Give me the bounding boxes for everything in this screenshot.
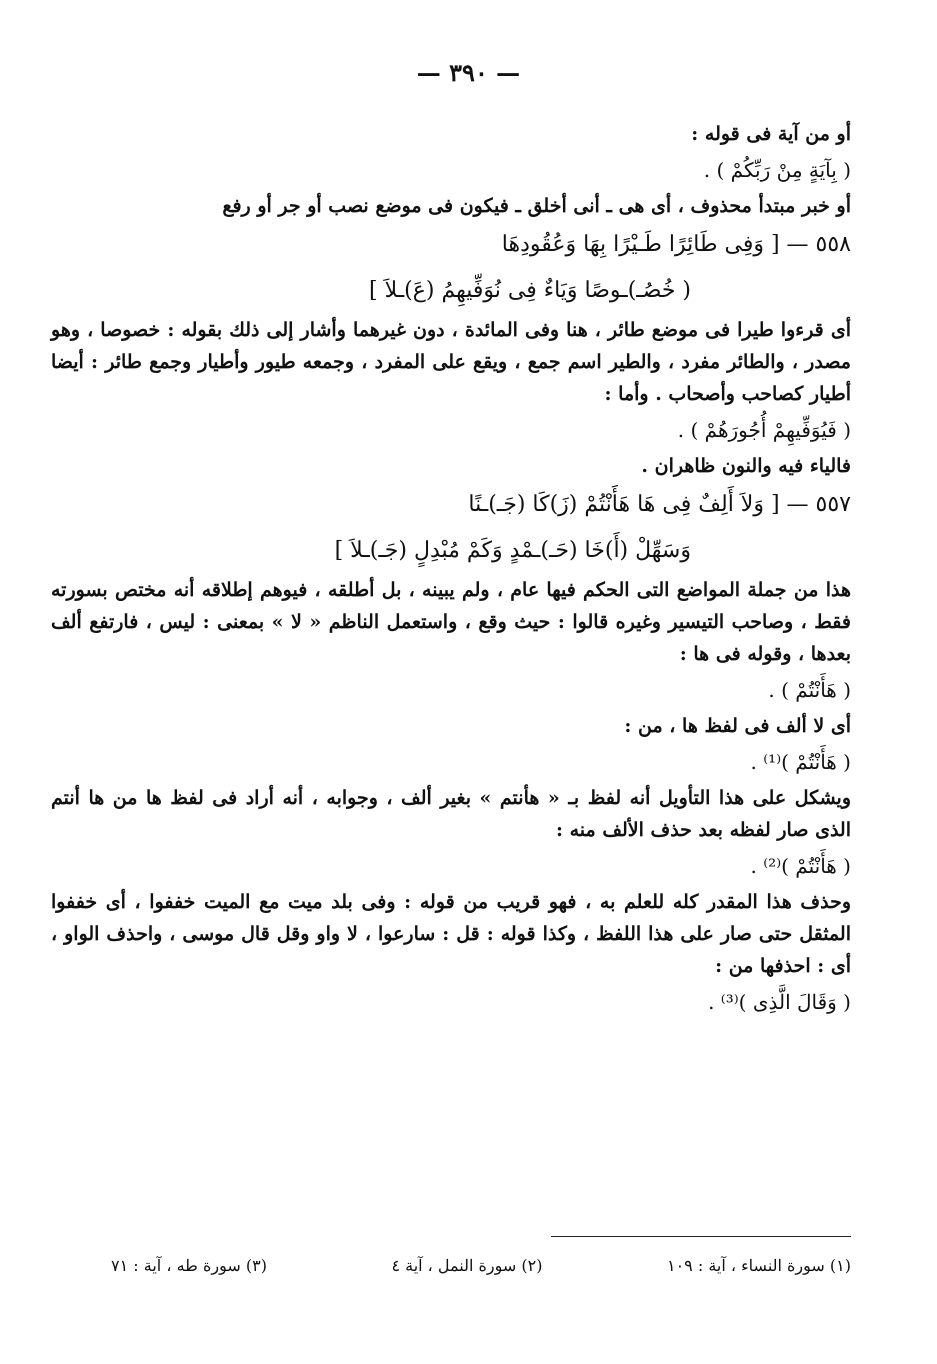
footnote-divider — [551, 1236, 851, 1237]
quran-quote: ( هَأَنْتُمْ )⁽¹⁾ . — [750, 750, 851, 774]
poem-verse-557-second-hemistich: وَسَهِّلْ (أَ)خَا (حَـ)ـمْدٍ وَكَمْ مُبْدِلٍ (جَـ)ـلاَ ] — [334, 538, 691, 563]
quran-quote: ( هَأَنْتُمْ )⁽²⁾ . — [750, 854, 851, 878]
quran-quote: ( هَأَنْتُمْ ) . — [768, 678, 851, 702]
footnote-2: (٢) سورة النمل ، آية ٤ — [391, 1256, 543, 1275]
quran-quote: ( فَيُوَفِّيهِمْ أُجُورَهُمْ ) . — [677, 418, 851, 442]
poem-verse-557-first-hemistich: ٥٥٧ — [ وَلاَ أَلِفٌ فِى هَا هَأَنْتُمْ (زَ)كَا (جَـ)ـنًا — [468, 492, 851, 517]
text-line: أو من آية فى قوله : — [691, 123, 851, 145]
page-number: — ٣٩٠ — — [416, 58, 521, 87]
body-text — [51, 118, 851, 1022]
poem-verse-558-second-hemistich: ( خُصُـ)ـوصًا وَيَاءٌ فِى نُوَفِّيهِمُ (عَ)ـلاَ ] — [369, 278, 691, 303]
footnotes — [111, 1256, 851, 1275]
text-line: فالياء فيه والنون ظاهران . — [641, 455, 851, 477]
commentary-paragraph: هذا من جملة المواضع التى الحكم فيها عام ، ولم يبينه ، بل أطلقه ، فيوهم إطلاقه أنه مختص بسورته فقط ، وصاحب التيسير وغيره قالوا : حيث وقع ، واستعمل الناظم « لا » بمعنى : ليس ، فارتفع ألف بعدها ، وقوله فى ها : — [51, 579, 851, 665]
footnote-1: (١) سورة النساء ، آية : ١٠٩ — [666, 1256, 851, 1275]
poem-verse-558-first-hemistich: ٥٥٨ — [ وَفِى طَائِرًا طَـيْرًا بِهَا وَعُقُودِهَا — [501, 232, 851, 257]
quran-quote: ( بِآيَةٍ مِنْ رَبِّكُمْ ) . — [703, 158, 851, 182]
quran-quote: ( وَقَالَ الَّذِى )⁽³⁾ . — [708, 990, 851, 1014]
text-line: أى لا ألف فى لفظ ها ، من : — [624, 715, 851, 737]
commentary-paragraph: ويشكل على هذا التأويل أنه لفظ بـ « هأنتم » بغير ألف ، وجوابه ، أنه أراد فى لفظ ها من ها أنتم الذى صار لفظه بعد حذف الألف منه : — [51, 787, 851, 841]
commentary-paragraph: أى قرءوا طيرا فى موضع طائر ، هنا وفى المائدة ، دون غيرهما وأشار إلى ذلك بقوله : خصوصا ، وهو مصدر ، والطائر مفرد ، والطير اسم جمع ، ويقع على المفرد ، وجمعه طيور وأطيار وجمع طائر : أيضا أطيار كصاحب وأصحاب . وأما : — [51, 319, 851, 405]
text-line: أو خبر مبتدأ محذوف ، أى هى ـ أنى أخلق ـ فيكون فى موضع نصب أو جر أو رفع — [222, 195, 851, 217]
commentary-paragraph: وحذف هذا المقدر كله للعلم به ، فهو قريب من قوله : وفى بلد ميت مع الميت خففوا ، أى خففوا المثقل حتى صار على هذا اللفظ ، وكذا قوله : قل : سارعوا ، لا واو وقل قال موسى ، واحذف الواو ، أى : احذفها من : — [51, 891, 851, 977]
footnote-3: (٣) سورة طه ، آية : ٧١ — [111, 1256, 267, 1275]
